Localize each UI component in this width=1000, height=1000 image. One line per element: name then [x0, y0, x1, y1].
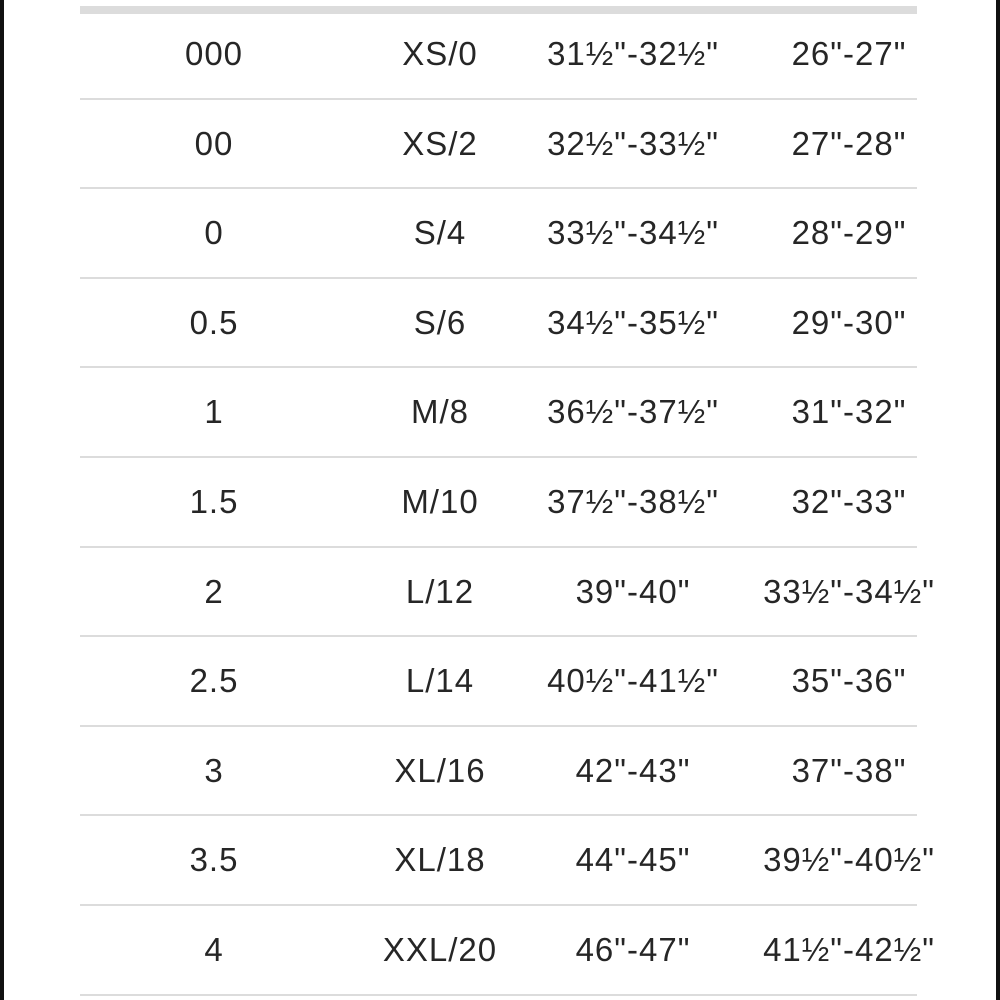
size-cell: 1.5 — [189, 482, 239, 520]
bust-cell: 34½"-35½" — [547, 303, 719, 341]
alpha-size-cell: XL/16 — [394, 751, 486, 789]
table-row — [80, 727, 917, 817]
alpha-size-cell: M/10 — [401, 482, 479, 520]
waist-cell: 26"-27" — [791, 35, 907, 72]
alpha-size-cell: S/4 — [413, 214, 467, 252]
bust-cell: 31½"-32½" — [547, 35, 719, 72]
size-cell: 00 — [194, 124, 234, 162]
table-row — [80, 906, 935, 996]
waist-cell: 29"-30" — [791, 303, 907, 341]
table-body — [80, 10, 935, 996]
table-row — [80, 458, 917, 548]
table-row — [80, 548, 935, 638]
alpha-size-cell: XL/18 — [394, 841, 486, 879]
table-row — [80, 816, 935, 906]
bust-cell: 44"-45" — [575, 841, 691, 879]
size-cell: 3.5 — [189, 841, 239, 879]
alpha-size-cell: L/12 — [405, 572, 475, 610]
waist-cell: 31"-32" — [791, 393, 907, 431]
table-row — [80, 10, 917, 100]
waist-cell: 28"-29" — [791, 214, 907, 252]
size-cell: 2.5 — [189, 662, 239, 700]
bust-cell: 40½"-41½" — [547, 662, 719, 700]
table-row — [80, 100, 917, 190]
size-cell: 1 — [204, 393, 224, 431]
alpha-size-cell: S/6 — [413, 303, 467, 341]
waist-cell: 37"-38" — [791, 751, 907, 789]
bust-cell: 39"-40" — [575, 572, 691, 610]
bust-cell: 36½"-37½" — [547, 393, 719, 431]
size-cell: 0.5 — [189, 303, 239, 341]
waist-cell: 39½"-40½" — [763, 841, 935, 879]
size-cell: 4 — [204, 930, 224, 968]
bust-cell: 46"-47" — [575, 930, 691, 968]
bust-cell: 42"-43" — [575, 751, 691, 789]
alpha-size-cell: M/8 — [410, 393, 469, 431]
bust-cell: 32½"-33½" — [547, 124, 719, 162]
waist-cell: 35"-36" — [791, 662, 907, 700]
alpha-size-cell: XXL/20 — [382, 930, 498, 968]
size-cell: 000 — [184, 35, 244, 72]
alpha-size-cell: XS/0 — [402, 35, 478, 72]
size-cell: 3 — [204, 751, 224, 789]
size-cell: 2 — [204, 572, 224, 610]
table-row — [80, 189, 917, 279]
bust-cell: 37½"-38½" — [547, 482, 719, 520]
waist-cell: 32"-33" — [791, 482, 907, 520]
frame-border-left — [0, 0, 4, 1000]
size-cell: 0 — [204, 214, 224, 252]
waist-cell: 27"-28" — [791, 124, 907, 162]
waist-cell: 33½"-34½" — [763, 572, 935, 610]
table-row — [80, 368, 917, 458]
frame-border-right — [996, 0, 1000, 1000]
alpha-size-cell: L/14 — [405, 662, 475, 700]
bust-cell: 33½"-34½" — [547, 214, 719, 252]
waist-cell: 41½"-42½" — [763, 930, 935, 968]
table-row — [80, 279, 917, 369]
alpha-size-cell: XS/2 — [402, 124, 478, 162]
table-row — [80, 637, 917, 727]
size-chart-table[interactable] — [80, 0, 935, 1000]
